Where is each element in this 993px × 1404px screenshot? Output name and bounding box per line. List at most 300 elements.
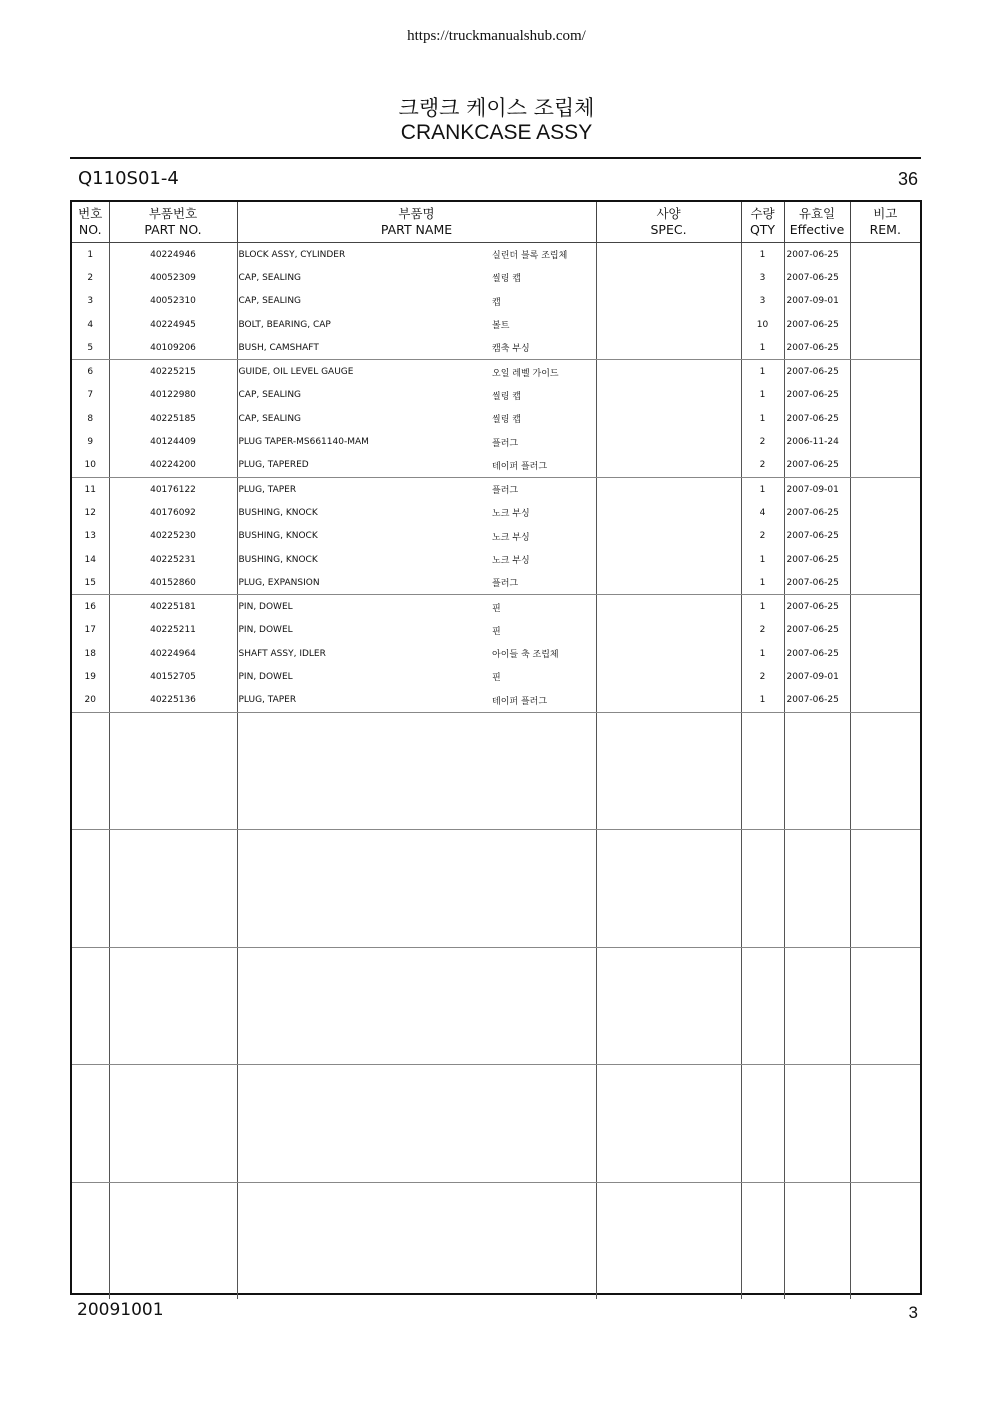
row-spec xyxy=(596,900,741,923)
row-effective: 2007-09-01 xyxy=(784,477,850,501)
row-part-no xyxy=(109,1089,237,1112)
row-effective xyxy=(784,995,850,1018)
row-part-name-en xyxy=(237,806,492,830)
row-qty: 2 xyxy=(741,665,784,688)
row-part-name-ko xyxy=(492,971,596,994)
title-english: CRANKCASE ASSY xyxy=(400,121,593,144)
row-spec xyxy=(596,501,741,524)
row-qty xyxy=(741,1112,784,1135)
row-part-no: 40224200 xyxy=(109,454,237,478)
row-spec xyxy=(596,430,741,453)
table-row xyxy=(72,336,920,360)
row-part-name-en xyxy=(237,1018,492,1041)
row-part-name-en xyxy=(237,1206,492,1229)
row-no xyxy=(72,1041,109,1065)
row-part-no xyxy=(109,1229,237,1252)
row-remarks xyxy=(850,1135,920,1158)
row-part-no xyxy=(109,995,237,1018)
row-part-no xyxy=(109,947,237,971)
row-no: 3 xyxy=(87,296,94,307)
row-part-name-en xyxy=(237,1065,492,1089)
row-qty xyxy=(741,806,784,830)
row-part-no xyxy=(109,712,237,736)
row-effective xyxy=(784,760,850,783)
row-qty xyxy=(741,1065,784,1089)
row-effective: 2007-06-25 xyxy=(784,501,850,524)
row-qty: 1 xyxy=(741,384,784,407)
row-part-name-ko xyxy=(492,1112,596,1135)
table-row xyxy=(72,290,920,313)
row-part-name-ko xyxy=(492,1206,596,1229)
row-spec xyxy=(596,1182,741,1206)
row-remarks xyxy=(850,854,920,877)
row-effective: 2007-06-25 xyxy=(784,407,850,430)
table-row xyxy=(72,689,920,713)
row-remarks xyxy=(850,1206,920,1229)
row-no: 11 xyxy=(84,484,96,495)
table-row xyxy=(72,1253,920,1276)
row-part-name-en: BLOCK ASSY, CYLINDER xyxy=(237,243,492,267)
table-row xyxy=(72,1229,920,1252)
row-spec xyxy=(596,1276,741,1299)
row-no: 5 xyxy=(72,336,109,360)
row-part-name-en: BUSH, CAMSHAFT xyxy=(237,336,492,360)
row-qty: 1 xyxy=(741,477,784,501)
row-remarks xyxy=(850,336,920,360)
row-remarks xyxy=(850,454,920,478)
row-no xyxy=(72,947,109,971)
row-part-no xyxy=(109,900,237,923)
row-qty xyxy=(741,760,784,783)
row-no xyxy=(72,1206,109,1229)
row-part-name-en xyxy=(237,760,492,783)
row-qty xyxy=(741,1276,784,1299)
row-spec xyxy=(596,243,741,267)
row-part-name-ko: 노크 부싱 xyxy=(492,532,530,543)
row-effective xyxy=(784,1065,850,1089)
col-header-spec: 사양 SPEC. xyxy=(596,202,741,243)
row-part-name-ko: 볼트 xyxy=(492,321,510,332)
row-part-no xyxy=(109,1253,237,1276)
row-no: 12 xyxy=(84,507,96,518)
row-part-name-ko: 씰링 캡 xyxy=(492,391,521,402)
row-part-name-ko: 핀 xyxy=(492,603,501,614)
table-row xyxy=(72,1089,920,1112)
row-remarks xyxy=(850,243,920,267)
row-effective: 2007-06-25 xyxy=(784,336,850,360)
row-qty xyxy=(741,1159,784,1183)
row-part-name-ko xyxy=(492,712,596,736)
parts-table xyxy=(72,202,920,1299)
table-row xyxy=(72,619,920,642)
row-no: 13 xyxy=(84,531,96,542)
row-spec xyxy=(596,548,741,571)
row-part-no xyxy=(109,1041,237,1065)
row-part-name-en xyxy=(237,712,492,736)
row-part-no xyxy=(109,1159,237,1183)
row-remarks xyxy=(850,548,920,571)
row-part-no: 40225215 xyxy=(109,360,237,384)
page-reference: 36 xyxy=(897,169,918,189)
row-no xyxy=(72,1112,109,1135)
row-part-name-en xyxy=(237,947,492,971)
row-part-no: 40152860 xyxy=(109,571,237,595)
row-part-name-ko xyxy=(492,1182,596,1206)
row-remarks xyxy=(850,1065,920,1089)
row-no xyxy=(72,854,109,877)
row-effective: 2007-06-25 xyxy=(784,689,850,713)
row-qty: 1 xyxy=(741,407,784,430)
row-remarks xyxy=(850,736,920,759)
row-qty xyxy=(741,830,784,854)
row-no xyxy=(72,995,109,1018)
row-effective: 2007-06-25 xyxy=(784,548,850,571)
row-part-name-en: BOLT, BEARING, CAP xyxy=(237,313,492,336)
row-part-no xyxy=(109,1276,237,1299)
row-part-name-ko: 플러그 xyxy=(492,438,519,449)
row-remarks xyxy=(850,1253,920,1276)
row-part-name-en xyxy=(237,854,492,877)
row-effective: 2006-11-24 xyxy=(784,430,850,453)
row-remarks xyxy=(850,360,920,384)
row-spec xyxy=(596,360,741,384)
row-remarks xyxy=(850,407,920,430)
row-part-name-ko xyxy=(492,1018,596,1041)
row-part-name-ko xyxy=(492,830,596,854)
table-row xyxy=(72,407,920,430)
row-qty: 2 xyxy=(741,454,784,478)
row-no: 17 xyxy=(84,625,96,636)
row-effective xyxy=(784,877,850,900)
row-part-no: 40122980 xyxy=(109,384,237,407)
row-remarks xyxy=(850,830,920,854)
row-part-no: 40225211 xyxy=(109,619,237,642)
row-effective xyxy=(784,900,850,923)
table-row xyxy=(72,360,920,384)
table-row xyxy=(72,830,920,854)
row-part-name-ko: 플러그 xyxy=(492,486,519,497)
row-effective xyxy=(784,1182,850,1206)
row-effective: 2007-06-25 xyxy=(784,525,850,548)
row-qty xyxy=(741,1018,784,1041)
row-qty: 2 xyxy=(741,430,784,453)
row-remarks xyxy=(850,1229,920,1252)
row-part-name-ko xyxy=(492,1159,596,1183)
row-no: 6 xyxy=(87,367,94,378)
source-url: https://truckmanualshub.com/ xyxy=(407,28,586,44)
row-remarks xyxy=(850,971,920,994)
row-part-name-ko xyxy=(492,760,596,783)
row-no xyxy=(72,736,109,759)
row-spec xyxy=(596,266,741,289)
row-spec xyxy=(596,760,741,783)
table-row xyxy=(72,1206,920,1229)
row-no: 10 xyxy=(72,454,109,478)
row-no: 19 xyxy=(84,671,96,682)
row-remarks xyxy=(850,924,920,948)
row-remarks xyxy=(850,642,920,665)
row-spec xyxy=(596,665,741,688)
row-spec xyxy=(596,1206,741,1229)
row-part-no xyxy=(109,783,237,806)
row-qty xyxy=(741,1206,784,1229)
col-header-remarks: 비고 REM. xyxy=(850,202,920,243)
row-no xyxy=(72,1229,109,1252)
row-qty: 4 xyxy=(741,501,784,524)
row-qty: 10 xyxy=(741,313,784,336)
row-remarks xyxy=(850,1112,920,1135)
row-qty xyxy=(741,1135,784,1158)
header-rule xyxy=(70,157,921,159)
row-remarks xyxy=(850,1018,920,1041)
row-qty: 2 xyxy=(741,525,784,548)
table-row xyxy=(72,548,920,571)
row-part-no xyxy=(109,760,237,783)
row-spec xyxy=(596,689,741,713)
row-effective xyxy=(784,1206,850,1229)
row-effective: 2007-09-01 xyxy=(784,290,850,313)
row-qty xyxy=(741,947,784,971)
row-part-name-ko: 노크 부싱 xyxy=(492,509,530,520)
row-part-name-ko: 씰링 캡 xyxy=(492,274,521,285)
row-part-no: 40225136 xyxy=(109,689,237,713)
row-part-name-en: PLUG, TAPERED xyxy=(237,454,492,478)
row-remarks xyxy=(850,313,920,336)
row-part-name-en: CAP, SEALING xyxy=(237,384,492,407)
row-part-no: 40224945 xyxy=(109,313,237,336)
footer-date-code: 20091001 xyxy=(77,1300,164,1320)
row-part-name-en xyxy=(237,783,492,806)
row-effective: 2007-06-25 xyxy=(784,595,850,619)
table-header-row xyxy=(72,202,920,243)
row-spec xyxy=(596,1018,741,1041)
row-qty xyxy=(741,900,784,923)
row-spec xyxy=(596,830,741,854)
row-part-name-en xyxy=(237,877,492,900)
row-qty xyxy=(741,1089,784,1112)
row-qty: 1 xyxy=(741,360,784,384)
row-no: 15 xyxy=(72,571,109,595)
row-spec xyxy=(596,477,741,501)
row-spec xyxy=(596,642,741,665)
row-remarks xyxy=(850,525,920,548)
row-effective xyxy=(784,1135,850,1158)
row-spec xyxy=(596,336,741,360)
row-remarks xyxy=(850,689,920,713)
row-spec xyxy=(596,407,741,430)
row-part-no xyxy=(109,806,237,830)
row-part-name-en xyxy=(237,736,492,759)
row-effective: 2007-06-25 xyxy=(784,384,850,407)
row-no xyxy=(72,1253,109,1276)
row-part-name-ko xyxy=(492,1229,596,1252)
col-header-part-no: 부품번호 PART NO. xyxy=(109,202,237,243)
row-part-name-en: PIN, DOWEL xyxy=(237,619,492,642)
row-part-name-ko: 캠축 부싱 xyxy=(492,336,596,360)
row-part-name-en xyxy=(237,995,492,1018)
row-part-name-ko: 테이퍼 플러그 xyxy=(492,454,596,478)
row-no xyxy=(72,760,109,783)
row-part-name-ko xyxy=(492,900,596,923)
row-qty: 1 xyxy=(741,595,784,619)
row-effective xyxy=(784,1229,850,1252)
row-remarks xyxy=(850,760,920,783)
row-remarks xyxy=(850,501,920,524)
row-effective xyxy=(784,971,850,994)
row-qty: 1 xyxy=(741,642,784,665)
row-spec xyxy=(596,995,741,1018)
row-no xyxy=(72,1182,109,1206)
row-remarks xyxy=(850,1089,920,1112)
row-no: 4 xyxy=(87,319,94,330)
row-effective xyxy=(784,712,850,736)
row-remarks xyxy=(850,384,920,407)
row-qty xyxy=(741,1229,784,1252)
row-no: 16 xyxy=(84,602,96,613)
table-row xyxy=(72,924,920,948)
row-no xyxy=(72,712,109,736)
table-row xyxy=(72,1182,920,1206)
row-part-name-ko: 아이들 축 조립체 xyxy=(492,650,559,661)
row-no: 8 xyxy=(87,413,94,424)
row-effective xyxy=(784,947,850,971)
row-qty xyxy=(741,712,784,736)
row-part-name-en: BUSHING, KNOCK xyxy=(237,548,492,571)
row-part-name-ko: 실린더 블록 조립체 xyxy=(492,251,568,262)
row-spec xyxy=(596,947,741,971)
row-part-name-en xyxy=(237,924,492,948)
row-part-no xyxy=(109,924,237,948)
row-qty: 3 xyxy=(741,266,784,289)
row-qty: 1 xyxy=(741,243,784,267)
table-row xyxy=(72,571,920,595)
row-part-name-ko xyxy=(492,806,596,830)
row-part-no: 40225231 xyxy=(109,548,237,571)
row-part-name-ko xyxy=(492,736,596,759)
row-effective: 2007-06-25 xyxy=(784,619,850,642)
row-spec xyxy=(596,712,741,736)
table-row xyxy=(72,642,920,665)
row-part-name-en xyxy=(237,1089,492,1112)
row-part-no: 40224946 xyxy=(109,243,237,267)
table-row xyxy=(72,1065,920,1089)
row-part-name-ko xyxy=(492,924,596,948)
row-part-name-ko xyxy=(492,1065,596,1089)
row-part-name-en xyxy=(237,1159,492,1183)
row-effective: 2007-06-25 xyxy=(784,243,850,267)
row-part-no: 40124409 xyxy=(109,430,237,453)
title-korean: 크랭크 케이스 조립체 xyxy=(398,96,595,120)
table-row xyxy=(72,1018,920,1041)
row-part-name-ko: 핀 xyxy=(492,673,501,684)
row-qty: 2 xyxy=(741,619,784,642)
table-row xyxy=(72,806,920,830)
row-no: 18 xyxy=(84,648,96,659)
row-part-name-en: PLUG, TAPER xyxy=(237,477,492,501)
row-no: 2 xyxy=(87,272,94,283)
table-row xyxy=(72,595,920,619)
row-part-no xyxy=(109,1135,237,1158)
col-header-qty: 수량 QTY xyxy=(741,202,784,243)
row-remarks xyxy=(850,619,920,642)
table-row xyxy=(72,1159,920,1183)
row-part-no: 40224964 xyxy=(109,642,237,665)
row-effective xyxy=(784,783,850,806)
row-effective: 2007-06-25 xyxy=(784,571,850,595)
row-spec xyxy=(596,384,741,407)
row-part-name-en: PIN, DOWEL xyxy=(237,665,492,688)
row-spec xyxy=(596,619,741,642)
row-qty: 1 xyxy=(741,336,784,360)
row-effective xyxy=(784,1276,850,1299)
row-part-no: 40052309 xyxy=(109,266,237,289)
row-part-no: 40176092 xyxy=(109,501,237,524)
row-effective xyxy=(784,1018,850,1041)
row-qty xyxy=(741,971,784,994)
row-part-name-en: CAP, SEALING xyxy=(237,266,492,289)
row-no xyxy=(72,924,109,948)
row-part-name-ko: 씰링 캡 xyxy=(492,415,521,426)
col-header-part-name: 부품명 PART NAME xyxy=(237,202,596,243)
row-part-name-en xyxy=(237,1041,492,1065)
row-part-no: 40052310 xyxy=(109,290,237,313)
table-row xyxy=(72,430,920,453)
row-remarks xyxy=(850,1159,920,1183)
table-row xyxy=(72,736,920,759)
row-part-name-en: GUIDE, OIL LEVEL GAUGE xyxy=(237,360,492,384)
row-effective xyxy=(784,830,850,854)
col-header-effective: 유효일 Effective xyxy=(784,202,850,243)
row-part-name-ko xyxy=(492,783,596,806)
row-remarks xyxy=(850,783,920,806)
row-effective: 2007-09-01 xyxy=(784,665,850,688)
table-row xyxy=(72,877,920,900)
row-spec xyxy=(596,924,741,948)
row-part-name-ko xyxy=(492,1089,596,1112)
row-part-name-en: PLUG, TAPER xyxy=(237,689,492,713)
row-spec xyxy=(596,595,741,619)
row-part-no xyxy=(109,830,237,854)
row-spec xyxy=(596,877,741,900)
table-row xyxy=(72,477,920,501)
row-spec xyxy=(596,313,741,336)
row-effective xyxy=(784,736,850,759)
table-row xyxy=(72,1041,920,1065)
row-part-no: 40109206 xyxy=(109,336,237,360)
row-part-name-en: BUSHING, KNOCK xyxy=(237,501,492,524)
row-qty xyxy=(741,1253,784,1276)
row-remarks xyxy=(850,290,920,313)
row-effective: 2007-06-25 xyxy=(784,454,850,478)
row-remarks xyxy=(850,1276,920,1299)
row-effective xyxy=(784,806,850,830)
row-part-no: 40225185 xyxy=(109,407,237,430)
table-row xyxy=(72,665,920,688)
table-row xyxy=(72,947,920,971)
row-part-name-en: PLUG TAPER-MS661140-MAM xyxy=(237,430,492,453)
row-spec xyxy=(596,1135,741,1158)
row-spec xyxy=(596,1253,741,1276)
row-part-name-ko xyxy=(492,1135,596,1158)
row-effective xyxy=(784,1089,850,1112)
row-effective xyxy=(784,854,850,877)
row-remarks xyxy=(850,806,920,830)
row-part-name-ko: 핀 xyxy=(492,626,501,637)
row-qty xyxy=(741,783,784,806)
row-spec xyxy=(596,454,741,478)
row-part-no xyxy=(109,1065,237,1089)
table-row xyxy=(72,313,920,336)
